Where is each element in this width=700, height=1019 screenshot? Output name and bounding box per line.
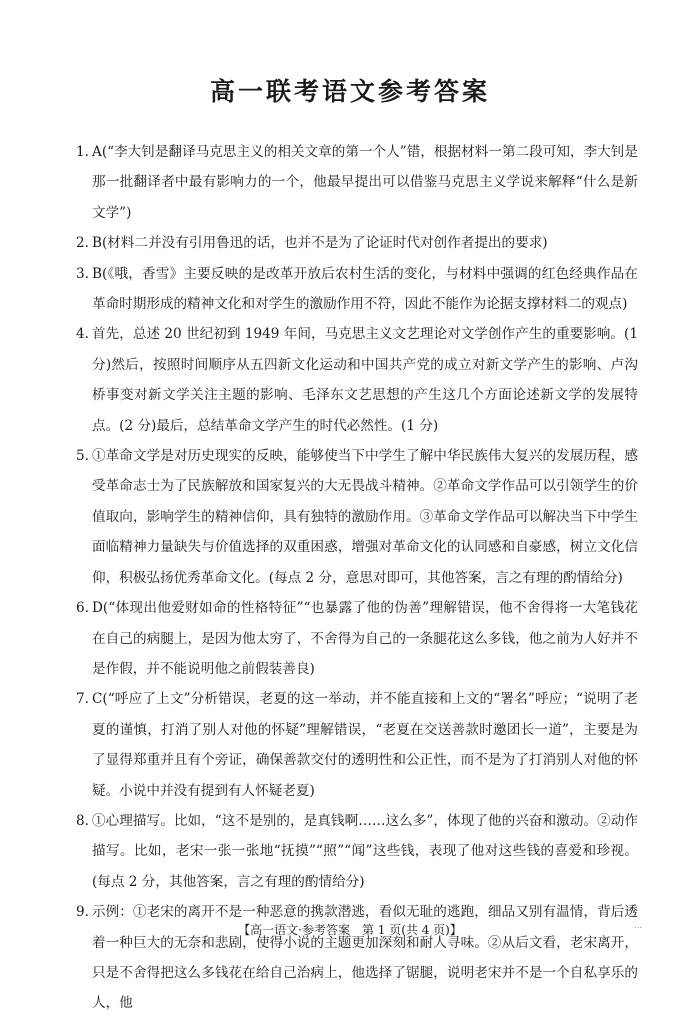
answer-item [76, 806, 638, 897]
answer-item [76, 441, 638, 593]
item-text: C(“呼应了上文”分析错误，老夏的这一举动，并不能直接和上文的“署名”呼应；“说明了老夏的谨慎，打消了别人对他的怀疑”理解错误，“老夏在交送善款时邀团长一道”，主要是为了显得郑重并且有个旁证，确保善款交付的透明性和公正性，而不是为了打消别人对他的怀疑。小说中并没有提到有人怀疑老夏) [92, 691, 638, 799]
item-text: 示例：①老宋的离开不是一种恶意的携款潜逃，看似无耻的逃跑，细品又别有温情，背后透着一种巨大的无奈和悲剧，使得小说的主题更加深刻和耐人寻味。②从后文看，老宋离开，只是不舍得把这么多钱花在给自己治病上，他选择了锯腿，说明老宋并不是一个自私享乐的人，他 [92, 904, 638, 1012]
answer-item [76, 684, 638, 806]
item-number: 5. [76, 448, 89, 465]
item-text: B(材料二并没有引用鲁迅的话，也并不是为了论证时代对创作者提出的要求) [92, 235, 548, 252]
item-number: 3. [76, 265, 89, 282]
item-number: 8. [76, 812, 89, 829]
answer-item [76, 228, 638, 258]
item-number: 4. [76, 326, 89, 343]
item-number: 1. [76, 144, 89, 160]
item-text: D(“体现出他爱财如命的性格特征”“也暴露了他的伪善”理解错误，他不舍得将一大笔钱花在自己的病腿上，是因为他太穷了，不舍得为自己的一条腿花这么多钱，他之前为人好并不是作假，并不能说明他之前假装善良) [92, 600, 638, 677]
page-footer: 【高一语文·参考答案 第 1 页(共 4 页)】 [238, 923, 462, 937]
answer-item [76, 319, 638, 441]
item-number: 9. [76, 904, 89, 921]
item-text: B(《哦，香雪》主要反映的是改革开放后农村生活的变化，与材料中强调的红色经典作品在革命时期形成的精神文化和对学生的激励作用不符，因此不能作为论据支撑材料二的观点) [92, 265, 638, 313]
page-title: 高一联考语文参考答案 [209, 77, 490, 106]
item-text: A(“李大钊是翻译马克思主义的相关文章的第一个人”错，根据材料一第二段可知，李大钊是那一批翻译者中最有影响力的一个，他最早提出可以借鉴马克思主义学说来解释“什么是新文学”) [92, 144, 638, 221]
item-number: 2. [76, 235, 89, 252]
answer-item [76, 259, 638, 320]
item-text: ①革命文学是对历史现实的反映，能够使当下中学生了解中华民族伟大复兴的发展历程，感受革命志士为了民族解放和国家复兴的大无畏战斗精神。②革命文学作品可以引领学生的价值取向，影响学生的精神信仰，具有独特的激励作用。③革命文学作品可以解决当下中学生面临精神力量缺失与价值选择的双重困惑，增强对革命文化的认同感和自豪感，树立文化信仰，积极弘扬优秀革命文化。(每点 2 分，意思对即可，其他答案，言之有理的酌情给分) [92, 448, 638, 586]
item-text: ①心理描写。比如，“这不是别的，是真钱啊……这么多”，体现了他的兴奋和激动。②动作描写。比如，老宋一张一张地“抚摸”“照”“闻”这些钱，表现了他对这些钱的喜爱和珍视。(每点 2 分，其他答案，言之有理的酌情给分) [92, 812, 638, 890]
answer-list [76, 137, 638, 1019]
item-text: 首先，总述 20 世纪初到 1949 年间，马克思主义文艺理论对文学创作产生的重要影响。(1 分)然后，按照时间顺序从五四新文化运动和中国共产党的成立对新文学产生的影响、卢沟桥事变对新文学关注主题的影响、毛泽东文艺思想的产生这几个方面论述新文学的发展特点。(2 分)最后，总结革命文学产生的时代必然性。(1 分) [92, 326, 638, 434]
answer-item [76, 137, 638, 228]
item-number: 6. [76, 600, 89, 617]
corner-mark: ... [634, 921, 642, 930]
answer-item [76, 897, 638, 1019]
item-number: 7. [76, 691, 89, 708]
answer-item [76, 593, 638, 684]
